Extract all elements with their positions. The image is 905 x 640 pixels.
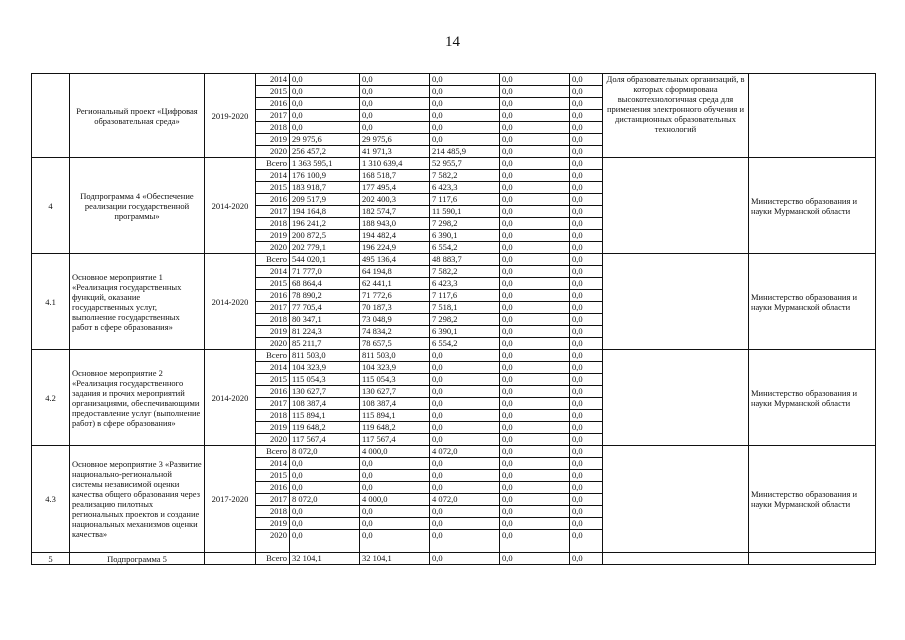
value-other: 0,0 bbox=[570, 206, 603, 218]
value-regional: 0,0 bbox=[360, 518, 430, 530]
value-regional: 119 648,2 bbox=[360, 422, 430, 434]
row-year: 2020 bbox=[256, 338, 290, 350]
value-other: 0,0 bbox=[570, 422, 603, 434]
value-total: 202 779,1 bbox=[290, 242, 360, 254]
value-total: 119 648,2 bbox=[290, 422, 360, 434]
value-federal: 4 072,0 bbox=[430, 494, 500, 506]
value-federal: 0,0 bbox=[430, 458, 500, 470]
value-federal: 7 117,6 bbox=[430, 194, 500, 206]
value-local: 0,0 bbox=[500, 170, 570, 182]
value-federal: 0,0 bbox=[430, 434, 500, 446]
row-year: Всего bbox=[256, 254, 290, 266]
row-year: 2014 bbox=[256, 458, 290, 470]
value-regional: 0,0 bbox=[360, 530, 430, 553]
budget-table bbox=[31, 73, 876, 565]
value-total: 85 211,7 bbox=[290, 338, 360, 350]
value-local: 0,0 bbox=[500, 302, 570, 314]
value-federal: 0,0 bbox=[430, 122, 500, 134]
value-federal: 0,0 bbox=[430, 398, 500, 410]
value-other: 0,0 bbox=[570, 458, 603, 470]
value-federal: 0,0 bbox=[430, 422, 500, 434]
value-local: 0,0 bbox=[500, 194, 570, 206]
row-year: 2015 bbox=[256, 278, 290, 290]
value-regional: 41 971,3 bbox=[360, 146, 430, 158]
value-other: 0,0 bbox=[570, 350, 603, 362]
row-year: 2014 bbox=[256, 170, 290, 182]
item-period: 2017-2020 bbox=[205, 446, 256, 553]
value-other: 0,0 bbox=[570, 86, 603, 98]
value-other: 0,0 bbox=[570, 242, 603, 254]
value-local: 0,0 bbox=[500, 422, 570, 434]
item-period: 2019-2020 bbox=[205, 74, 256, 158]
value-regional: 0,0 bbox=[360, 470, 430, 482]
value-other: 0,0 bbox=[570, 434, 603, 446]
row-year: 2018 bbox=[256, 218, 290, 230]
value-total: 0,0 bbox=[290, 74, 360, 86]
item-name: Основное мероприятие 2 «Реализация государственного задания и прочих мероприятий организациями, обеспечивающими предоставление услуг (выполнение работ) в сфере образования» bbox=[70, 350, 205, 446]
value-other: 0,0 bbox=[570, 470, 603, 482]
value-local: 0,0 bbox=[500, 98, 570, 110]
executor-text: Министерство образования и науки Мурманской области bbox=[749, 158, 876, 254]
value-total: 256 457,2 bbox=[290, 146, 360, 158]
value-other: 0,0 bbox=[570, 410, 603, 422]
row-year: 2015 bbox=[256, 470, 290, 482]
value-other: 0,0 bbox=[570, 122, 603, 134]
executor-text: Министерство образования и науки Мурманской области bbox=[749, 446, 876, 553]
value-federal: 0,0 bbox=[430, 374, 500, 386]
value-total: 68 864,4 bbox=[290, 278, 360, 290]
value-federal: 6 390,1 bbox=[430, 326, 500, 338]
row-year: 2019 bbox=[256, 422, 290, 434]
row-year: 2018 bbox=[256, 314, 290, 326]
value-local: 0,0 bbox=[500, 482, 570, 494]
row-year: 2017 bbox=[256, 398, 290, 410]
value-total: 115 054,3 bbox=[290, 374, 360, 386]
value-other: 0,0 bbox=[570, 553, 603, 565]
value-other: 0,0 bbox=[570, 146, 603, 158]
value-total: 78 890,2 bbox=[290, 290, 360, 302]
value-total: 115 894,1 bbox=[290, 410, 360, 422]
row-year: 2016 bbox=[256, 98, 290, 110]
value-local: 0,0 bbox=[500, 398, 570, 410]
value-regional: 168 518,7 bbox=[360, 170, 430, 182]
value-federal: 0,0 bbox=[430, 410, 500, 422]
table-row bbox=[32, 446, 876, 458]
value-federal: 7 117,6 bbox=[430, 290, 500, 302]
table-row bbox=[32, 158, 876, 170]
value-other: 0,0 bbox=[570, 530, 603, 553]
value-other: 0,0 bbox=[570, 506, 603, 518]
value-regional: 177 495,4 bbox=[360, 182, 430, 194]
indicator-text bbox=[603, 446, 749, 553]
value-local: 0,0 bbox=[500, 74, 570, 86]
executor-text: Министерство образования и науки Мурманской области bbox=[749, 350, 876, 446]
item-name: Основное мероприятие 1 «Реализация государственных функций, оказание государственных услуг, выполнение государственных работ в сфере образования» bbox=[70, 254, 205, 350]
row-year: 2017 bbox=[256, 302, 290, 314]
value-federal: 0,0 bbox=[430, 350, 500, 362]
item-name: Подпрограмма 5 bbox=[70, 553, 205, 565]
row-year: 2016 bbox=[256, 482, 290, 494]
row-year: Всего bbox=[256, 158, 290, 170]
value-regional: 4 000,0 bbox=[360, 446, 430, 458]
value-local: 0,0 bbox=[500, 350, 570, 362]
value-federal: 4 072,0 bbox=[430, 446, 500, 458]
value-other: 0,0 bbox=[570, 194, 603, 206]
value-other: 0,0 bbox=[570, 158, 603, 170]
value-total: 0,0 bbox=[290, 518, 360, 530]
indicator-text bbox=[603, 158, 749, 254]
value-regional: 0,0 bbox=[360, 98, 430, 110]
value-total: 29 975,6 bbox=[290, 134, 360, 146]
value-federal: 7 582,2 bbox=[430, 266, 500, 278]
value-total: 81 224,3 bbox=[290, 326, 360, 338]
row-year: 2019 bbox=[256, 518, 290, 530]
value-other: 0,0 bbox=[570, 98, 603, 110]
value-local: 0,0 bbox=[500, 206, 570, 218]
executor-text: Министерство образования и науки Мурманской области bbox=[749, 254, 876, 350]
executor-text bbox=[749, 74, 876, 158]
value-regional: 29 975,6 bbox=[360, 134, 430, 146]
value-regional: 0,0 bbox=[360, 86, 430, 98]
value-other: 0,0 bbox=[570, 302, 603, 314]
value-total: 0,0 bbox=[290, 482, 360, 494]
value-federal: 6 390,1 bbox=[430, 230, 500, 242]
value-federal: 7 298,2 bbox=[430, 314, 500, 326]
row-year: 2018 bbox=[256, 506, 290, 518]
value-regional: 71 772,6 bbox=[360, 290, 430, 302]
value-other: 0,0 bbox=[570, 182, 603, 194]
value-regional: 0,0 bbox=[360, 122, 430, 134]
item-number: 4.2 bbox=[32, 350, 70, 446]
item-period: 2014-2020 bbox=[205, 350, 256, 446]
value-regional: 0,0 bbox=[360, 74, 430, 86]
value-local: 0,0 bbox=[500, 134, 570, 146]
value-total: 71 777,0 bbox=[290, 266, 360, 278]
value-federal: 0,0 bbox=[430, 98, 500, 110]
value-total: 176 100,9 bbox=[290, 170, 360, 182]
value-total: 0,0 bbox=[290, 110, 360, 122]
value-regional: 64 194,8 bbox=[360, 266, 430, 278]
item-period: 2014-2020 bbox=[205, 254, 256, 350]
value-total: 0,0 bbox=[290, 458, 360, 470]
value-local: 0,0 bbox=[500, 278, 570, 290]
item-period bbox=[205, 553, 256, 565]
value-total: 183 918,7 bbox=[290, 182, 360, 194]
value-other: 0,0 bbox=[570, 170, 603, 182]
table-row bbox=[32, 350, 876, 362]
value-local: 0,0 bbox=[500, 158, 570, 170]
value-regional: 4 000,0 bbox=[360, 494, 430, 506]
value-total: 8 072,0 bbox=[290, 446, 360, 458]
value-regional: 0,0 bbox=[360, 506, 430, 518]
value-regional: 115 054,3 bbox=[360, 374, 430, 386]
value-other: 0,0 bbox=[570, 446, 603, 458]
value-regional: 194 482,4 bbox=[360, 230, 430, 242]
item-period: 2014-2020 bbox=[205, 158, 256, 254]
value-local: 0,0 bbox=[500, 470, 570, 482]
table-row bbox=[32, 254, 876, 266]
value-total: 130 627,7 bbox=[290, 386, 360, 398]
value-local: 0,0 bbox=[500, 290, 570, 302]
value-other: 0,0 bbox=[570, 110, 603, 122]
row-year: 2019 bbox=[256, 230, 290, 242]
value-federal: 0,0 bbox=[430, 470, 500, 482]
value-regional: 0,0 bbox=[360, 458, 430, 470]
value-regional: 188 943,0 bbox=[360, 218, 430, 230]
value-total: 0,0 bbox=[290, 98, 360, 110]
row-year: 2015 bbox=[256, 86, 290, 98]
item-name: Подпрограмма 4 «Обеспечение реализации государственной программы» bbox=[70, 158, 205, 254]
value-local: 0,0 bbox=[500, 434, 570, 446]
row-year: 2019 bbox=[256, 326, 290, 338]
value-total: 0,0 bbox=[290, 530, 360, 553]
row-year: 2017 bbox=[256, 206, 290, 218]
item-number: 4.1 bbox=[32, 254, 70, 350]
row-year: 2020 bbox=[256, 242, 290, 254]
value-local: 0,0 bbox=[500, 254, 570, 266]
value-federal: 0,0 bbox=[430, 86, 500, 98]
value-regional: 62 441,1 bbox=[360, 278, 430, 290]
row-year: Всего bbox=[256, 553, 290, 565]
value-local: 0,0 bbox=[500, 242, 570, 254]
value-federal: 11 590,1 bbox=[430, 206, 500, 218]
value-other: 0,0 bbox=[570, 314, 603, 326]
value-local: 0,0 bbox=[500, 386, 570, 398]
value-regional: 1 310 639,4 bbox=[360, 158, 430, 170]
row-year: 2015 bbox=[256, 182, 290, 194]
value-other: 0,0 bbox=[570, 290, 603, 302]
value-total: 1 363 595,1 bbox=[290, 158, 360, 170]
value-other: 0,0 bbox=[570, 398, 603, 410]
row-year: 2017 bbox=[256, 110, 290, 122]
value-local: 0,0 bbox=[500, 374, 570, 386]
value-regional: 202 400,3 bbox=[360, 194, 430, 206]
value-local: 0,0 bbox=[500, 494, 570, 506]
value-local: 0,0 bbox=[500, 218, 570, 230]
value-regional: 0,0 bbox=[360, 482, 430, 494]
value-other: 0,0 bbox=[570, 518, 603, 530]
value-total: 200 872,5 bbox=[290, 230, 360, 242]
value-other: 0,0 bbox=[570, 482, 603, 494]
value-regional: 182 574,7 bbox=[360, 206, 430, 218]
value-federal: 0,0 bbox=[430, 518, 500, 530]
value-other: 0,0 bbox=[570, 254, 603, 266]
value-local: 0,0 bbox=[500, 146, 570, 158]
indicator-text: Доля образовательных организаций, в которых сформирована высокотехнологичная среда для применения электронного обучения и дистанционных образовательных технологий bbox=[603, 74, 749, 158]
value-federal: 6 554,2 bbox=[430, 338, 500, 350]
value-regional: 78 657,5 bbox=[360, 338, 430, 350]
item-number: 4.3 bbox=[32, 446, 70, 553]
row-year: 2020 bbox=[256, 146, 290, 158]
value-local: 0,0 bbox=[500, 86, 570, 98]
value-other: 0,0 bbox=[570, 230, 603, 242]
value-local: 0,0 bbox=[500, 338, 570, 350]
value-total: 0,0 bbox=[290, 506, 360, 518]
value-total: 108 387,4 bbox=[290, 398, 360, 410]
value-other: 0,0 bbox=[570, 218, 603, 230]
value-regional: 70 187,3 bbox=[360, 302, 430, 314]
value-regional: 117 567,4 bbox=[360, 434, 430, 446]
executor-text bbox=[749, 553, 876, 565]
value-total: 196 241,2 bbox=[290, 218, 360, 230]
value-total: 117 567,4 bbox=[290, 434, 360, 446]
value-other: 0,0 bbox=[570, 74, 603, 86]
value-other: 0,0 bbox=[570, 338, 603, 350]
value-federal: 0,0 bbox=[430, 506, 500, 518]
value-total: 194 164,8 bbox=[290, 206, 360, 218]
value-other: 0,0 bbox=[570, 266, 603, 278]
value-other: 0,0 bbox=[570, 362, 603, 374]
value-regional: 115 894,1 bbox=[360, 410, 430, 422]
value-regional: 0,0 bbox=[360, 110, 430, 122]
value-federal: 7 582,2 bbox=[430, 170, 500, 182]
value-other: 0,0 bbox=[570, 374, 603, 386]
value-federal: 0,0 bbox=[430, 482, 500, 494]
value-total: 209 517,9 bbox=[290, 194, 360, 206]
value-other: 0,0 bbox=[570, 494, 603, 506]
value-federal: 0,0 bbox=[430, 134, 500, 146]
value-regional: 73 048,9 bbox=[360, 314, 430, 326]
value-local: 0,0 bbox=[500, 553, 570, 565]
item-name: Региональный проект «Цифровая образовательная среда» bbox=[70, 74, 205, 158]
value-local: 0,0 bbox=[500, 110, 570, 122]
value-total: 104 323,9 bbox=[290, 362, 360, 374]
value-federal: 7 298,2 bbox=[430, 218, 500, 230]
value-local: 0,0 bbox=[500, 326, 570, 338]
table-row bbox=[32, 553, 876, 565]
row-year: 2020 bbox=[256, 530, 290, 553]
row-year: Всего bbox=[256, 350, 290, 362]
value-federal: 0,0 bbox=[430, 553, 500, 565]
value-local: 0,0 bbox=[500, 410, 570, 422]
indicator-text bbox=[603, 350, 749, 446]
value-other: 0,0 bbox=[570, 386, 603, 398]
indicator-text bbox=[603, 254, 749, 350]
item-number: 5 bbox=[32, 553, 70, 565]
value-total: 544 020,1 bbox=[290, 254, 360, 266]
value-local: 0,0 bbox=[500, 530, 570, 553]
value-local: 0,0 bbox=[500, 506, 570, 518]
value-regional: 108 387,4 bbox=[360, 398, 430, 410]
value-federal: 7 518,1 bbox=[430, 302, 500, 314]
value-total: 32 104,1 bbox=[290, 553, 360, 565]
value-other: 0,0 bbox=[570, 278, 603, 290]
row-year: 2018 bbox=[256, 410, 290, 422]
value-federal: 6 423,3 bbox=[430, 278, 500, 290]
value-total: 0,0 bbox=[290, 86, 360, 98]
value-regional: 196 224,9 bbox=[360, 242, 430, 254]
value-federal: 0,0 bbox=[430, 110, 500, 122]
table-row bbox=[32, 74, 876, 86]
value-other: 0,0 bbox=[570, 326, 603, 338]
value-total: 811 503,0 bbox=[290, 350, 360, 362]
value-local: 0,0 bbox=[500, 362, 570, 374]
value-total: 8 072,0 bbox=[290, 494, 360, 506]
item-number bbox=[32, 74, 70, 158]
value-regional: 104 323,9 bbox=[360, 362, 430, 374]
value-federal: 48 883,7 bbox=[430, 254, 500, 266]
page-number: 14 bbox=[445, 34, 460, 50]
value-regional: 811 503,0 bbox=[360, 350, 430, 362]
row-year: 2020 bbox=[256, 434, 290, 446]
value-local: 0,0 bbox=[500, 458, 570, 470]
value-total: 77 705,4 bbox=[290, 302, 360, 314]
value-federal: 214 485,9 bbox=[430, 146, 500, 158]
row-year: Всего bbox=[256, 446, 290, 458]
row-year: 2014 bbox=[256, 266, 290, 278]
value-local: 0,0 bbox=[500, 266, 570, 278]
value-total: 0,0 bbox=[290, 122, 360, 134]
value-other: 0,0 bbox=[570, 134, 603, 146]
value-regional: 32 104,1 bbox=[360, 553, 430, 565]
table-body bbox=[32, 74, 876, 565]
row-year: 2016 bbox=[256, 194, 290, 206]
value-federal: 6 554,2 bbox=[430, 242, 500, 254]
value-local: 0,0 bbox=[500, 182, 570, 194]
value-local: 0,0 bbox=[500, 122, 570, 134]
row-year: 2016 bbox=[256, 290, 290, 302]
value-total: 0,0 bbox=[290, 470, 360, 482]
value-local: 0,0 bbox=[500, 446, 570, 458]
value-federal: 52 955,7 bbox=[430, 158, 500, 170]
value-federal: 0,0 bbox=[430, 74, 500, 86]
value-regional: 74 834,2 bbox=[360, 326, 430, 338]
row-year: 2018 bbox=[256, 122, 290, 134]
row-year: 2014 bbox=[256, 74, 290, 86]
value-local: 0,0 bbox=[500, 314, 570, 326]
row-year: 2015 bbox=[256, 374, 290, 386]
row-year: 2017 bbox=[256, 494, 290, 506]
item-name: Основное мероприятие 3 «Развитие национально-региональной системы независимой оценки качества общего образования через реализацию пилотных региональных проектов и создание национальных механизмов оценки качества» bbox=[70, 446, 205, 553]
indicator-text bbox=[603, 553, 749, 565]
value-regional: 130 627,7 bbox=[360, 386, 430, 398]
row-year: 2019 bbox=[256, 134, 290, 146]
value-federal: 6 423,3 bbox=[430, 182, 500, 194]
item-number: 4 bbox=[32, 158, 70, 254]
value-total: 80 347,1 bbox=[290, 314, 360, 326]
value-local: 0,0 bbox=[500, 518, 570, 530]
row-year: 2016 bbox=[256, 386, 290, 398]
value-federal: 0,0 bbox=[430, 362, 500, 374]
value-federal: 0,0 bbox=[430, 530, 500, 553]
row-year: 2014 bbox=[256, 362, 290, 374]
value-regional: 495 136,4 bbox=[360, 254, 430, 266]
value-federal: 0,0 bbox=[430, 386, 500, 398]
value-local: 0,0 bbox=[500, 230, 570, 242]
